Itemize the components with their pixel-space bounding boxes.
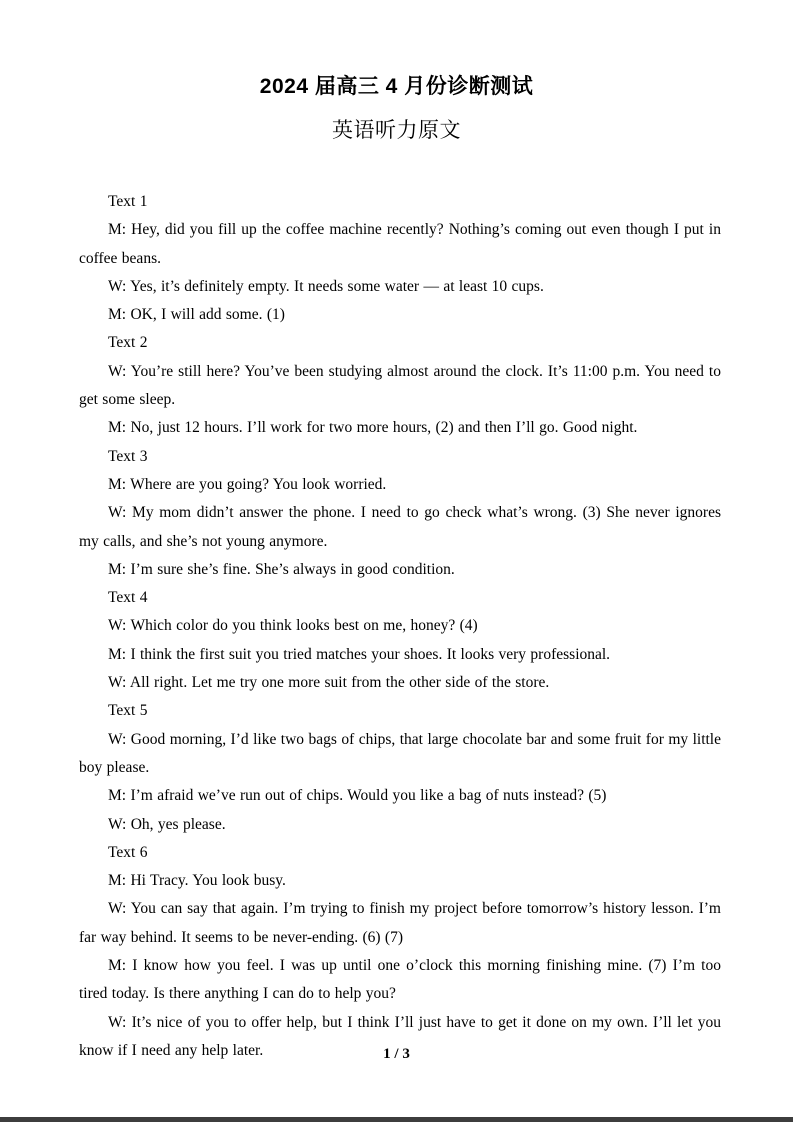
dialogue-line: M: Hey, did you fill up the coffee machine recently? Nothing’s coming out even though I put in coffee beans. [79,221,721,267]
transcript-body [0,188,793,1065]
dialogue-line: W: Good morning, I’d like two bags of chips, that large chocolate bar and some fruit for my little boy please. [79,730,721,776]
transcript-section-text5 [79,697,721,838]
dialogue-line: W: Which color do you think looks best on me, honey? (4) [108,617,478,635]
transcript-section-text3 [79,443,721,584]
dialogue-line: M: I think the first suit you tried matches your shoes. It looks very professional. [108,645,611,663]
dialogue-line: M: OK, I will add some. (1) [108,306,285,324]
document-header [0,0,793,147]
window-bottom-edge [0,1117,793,1122]
dialogue-line: W: My mom didn’t answer the phone. I need to go check what’s wrong. (3) She never ignores my calls, and she’s not young anymore. [79,504,721,550]
dialogue-line: W: You can say that again. I’m trying to finish my project before tomorrow’s history lesson. I’m far way behind. It seems to be never-ending. (6) (7) [79,900,721,946]
dialogue-line: W: Yes, it’s definitely empty. It needs some water — at least 10 cups. [108,277,544,295]
dialogue-line: M: I know how you feel. I was up until one o’clock this morning finishing mine. (7) I’m too tired today. Is there anything I can do to help you? [79,957,721,1003]
document-title: 2024 届高三 4 月份诊断测试 [259,75,534,98]
document-subtitle: 英语听力原文 [332,119,461,142]
dialogue-line: M: Hi Tracy. You look busy. [108,872,286,890]
section-heading: Text 4 [108,589,148,607]
section-heading: Text 3 [108,447,148,465]
transcript-section-text6 [79,839,721,1065]
section-heading: Text 2 [108,334,148,352]
section-heading: Text 6 [108,843,148,861]
dialogue-line: M: I’m sure she’s fine. She’s always in good condition. [108,560,455,578]
section-heading: Text 1 [108,193,148,210]
section-heading: Text 5 [108,702,148,720]
transcript-section-text2 [79,329,721,442]
dialogue-line: W: All right. Let me try one more suit from the other side of the store. [108,674,550,692]
transcript-section-text4 [79,584,721,697]
dialogue-line: M: Where are you going? You look worried. [108,475,387,493]
dialogue-line: W: You’re still here? You’ve been studying almost around the clock. It’s 11:00 p.m. You need to get some sleep. [79,362,721,409]
dialogue-line: M: I’m afraid we’ve run out of chips. Would you like a bag of nuts instead? (5) [108,787,607,805]
page-number: 1 / 3 [383,1046,410,1062]
transcript-section-text1 [79,188,721,329]
dialogue-line: W: It’s nice of you to offer help, but I think I’ll just have to get it done on my own. I’ll let you know if I need any help later. [79,1013,721,1059]
dialogue-line: W: Oh, yes please. [108,815,226,833]
dialogue-line: M: No, just 12 hours. I’ll work for two more hours, (2) and then I’ll go. Good night. [108,419,638,437]
